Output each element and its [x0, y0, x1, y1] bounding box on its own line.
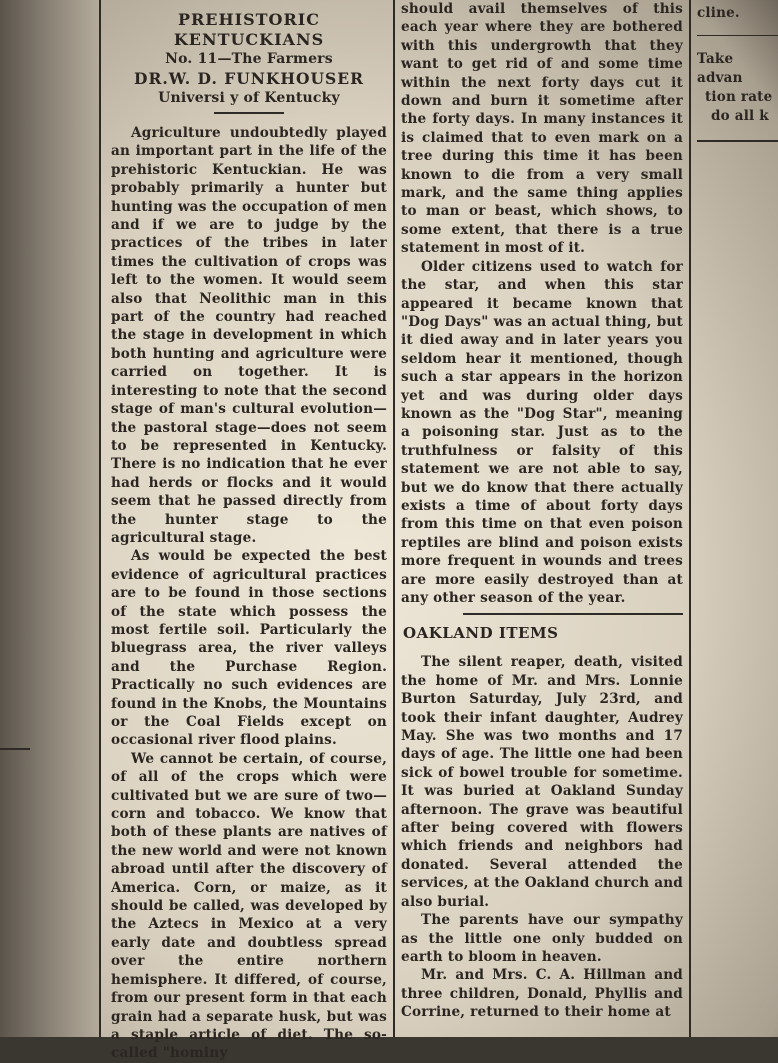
article-affiliation: Universi y of Kentucky	[158, 90, 340, 106]
fragment-divider	[697, 35, 778, 36]
paragraph: Agriculture undoubtedly played an important part in the life of the prehistoric Kentuckian. He was probably primarily a hunter but hunting was the occupation of men and if we are to judge by the practices of the tribes in later times the cultivation of crops was left to the women. It would seem also that Neolithic man in this part of the country had reached the stage in development in which both hunting and agriculture were carried on together. It is interesting to note that the second stage of man's cultural evolution—the pastoral stage—does not seem to be represented in Kentucky. There is no indication that he ever had herds or flocks and it would seem that he passed directly from the hunter stage to the agricultural stage.	[111, 125, 387, 546]
section-heading: OAKLAND ITEMS	[403, 624, 559, 643]
section-divider	[463, 613, 683, 615]
headline-divider	[214, 112, 284, 114]
paragraph: We cannot be certain, of course, of all of the crops which were cultivated but we are sure of two—corn and tobacco. We know that both of these plants are natives of the new world and were not known abroad until after the discovery of America. Corn, or maize, as it should be called, was developed by the Aztecs in Mexico at a very early date and doubtless spread over the entire northern hemisphere. It differed, of course, from our present form in that each grain had a separate husk, but was a staple article of diet. The so-called "hominy	[111, 750, 387, 1062]
article-column-2	[401, 0, 683, 1022]
fragment-line: tion rate	[705, 89, 773, 105]
page-margin	[0, 0, 100, 1037]
paragraph: should avail themselves of this each year where they are bothered with this undergrowth that they want to get rid of and some time within the next forty days cut it down and burn it sometime after the forty days. In many instances it is claimed that to even mark on a tree during this time it has been known to die from a very small mark, and the same thing applies to man or beast, which shows, to some extent, that there is a true statement in most of it.	[401, 1, 683, 257]
column-rule-middle	[393, 0, 395, 1037]
paragraph: Mr. and Mrs. C. A. Hillman and three children, Donald, Phyllis and Corrine, returned to their home at	[401, 967, 683, 1021]
column-rule-left	[99, 0, 101, 1037]
article-series: No. 11—The Farmers	[165, 51, 333, 67]
article-column-3-fragment	[697, 4, 778, 142]
paragraph: The parents have our sympathy as the little one only budded on earth to bloom in heaven.	[401, 912, 683, 965]
article-author: DR.W. D. FUNKHOUSER	[134, 69, 364, 88]
fragment-line: do all k	[711, 108, 769, 124]
article-column-1	[111, 10, 387, 1063]
column-rule-right	[689, 0, 691, 1037]
paragraph: As would be expected the best evidence of agricultural practices are to be found in those sections of the state which possess the most fertile soil. Particularly the bluegrass area, the river valleys and the Purchase Region. Practically no such evidences are found in the Knobs, the Mountains or the Coal Fields except on occasional river flood plains.	[111, 548, 387, 749]
margin-tick	[0, 748, 30, 750]
fragment-line: cline.	[697, 5, 740, 21]
paragraph: The silent reaper, death, visited the home of Mr. and Mrs. Lonnie Burton Saturday, July 23rd, and took their infant daughter, Audrey May. She was two months and 17 days of age. The little one had been sick of bowel trouble for sometime. It was buried at Oakland Sunday afternoon. The grave was beautiful after being covered with flowers which friends and neighbors had donated. Several attended the services, at the Oakland church and also burial.	[401, 654, 683, 910]
fragment-line: Take advan	[697, 51, 743, 86]
article-headline: PREHISTORIC KENTUCKIANS	[173, 10, 325, 49]
paragraph: Older citizens used to watch for the star, and when this star appeared it became known that "Dog Days" was an actual thing, but it died away and in later years you seldom hear it mentioned, though such a star appears in the horizon yet and was during older days known as the "Dog Star", meaning a poisoning star. Just as to the truthfulness or falsity of this statement we are not able to say, but we do know that there actually exists a time of about forty days from this time on that even poison reptiles are blind and poison exists more frequent in wounds and trees are more easily destroyed than at any other season of the year.	[401, 258, 683, 606]
fragment-divider	[697, 140, 778, 142]
